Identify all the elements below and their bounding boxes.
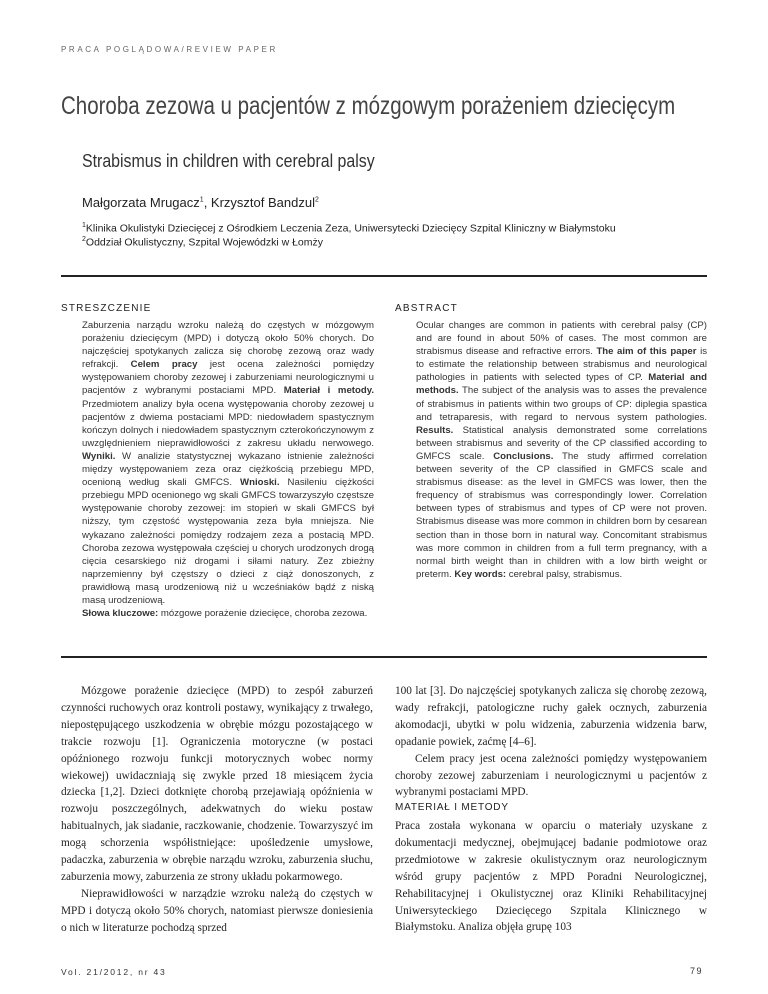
abstract-label-methods: Material and methods. (416, 372, 707, 397)
abstract-aim: jest ocena zależności pomiędzy występowaniem choroby zezowej i zaburzeniami neurologicznymi u pacjentów z wybranymi postaciami MPD. (82, 359, 374, 397)
affiliation-text: Klinika Okulistyki Dziecięcej z Ośrodkiem Leczenia Zeza, Uniwersytecki Dziecięcy Szpital Kliniczny w Białymstoku (85, 222, 616, 235)
body-column-right (395, 683, 707, 801)
author-name: Małgorzata Mrugacz (82, 195, 200, 210)
abstract-aim: is to estimate the relationship between strabismus and neurological pathologies in patients with selected types of CP. (416, 346, 708, 384)
abstract-divider (61, 656, 707, 658)
abstract-intro: Zaburzenia narządu wzroku należą do częstych w mózgowym porażeniu dziecięcym (MPD) i dotyczą około 50% chorych. Do najczęściej spotykanych zalicza się chorobę zezową oraz wady refrakcji. (82, 320, 374, 371)
abstract-label-aim: The aim of this paper (596, 346, 697, 358)
author-separator: , (203, 195, 211, 210)
abstract-results: Statistical analysis demonstrated some correlations between strabismus and severity of the CP classified according to GMFCS scale. (416, 424, 707, 462)
abstract-label-aim: Celem pracy (130, 359, 198, 371)
author-name: Krzysztof Bandzul (210, 195, 315, 210)
author-affiliation-mark: 1 (199, 196, 204, 204)
abstract-label-conclusions: Wnioski. (240, 477, 280, 489)
abstract-keywords: cerebral palsy, strabismus. (506, 568, 623, 580)
affiliation-2 (82, 236, 323, 249)
section-heading-methods: MATERIAŁ I METODY (395, 802, 509, 813)
streszczenie-text (82, 319, 374, 620)
abstract-conclusions: The study affirmed correlation between severity of the CP classified in GMFCS scale and strabismus disease: as the level in GMFCS was lower, then the frequency of strabismus was correspondingly lower. Correlation between types of strabismus and types of CP were not proven. Strabismus disease was more common in children born by cesarean section than in those born in natural way. Concomitant strabismus was more common in children from a full term pregnancy, with a normal birth weight than in children with a low birth weight or preterm. (416, 450, 707, 580)
abstract-label-conclusions: Conclusions. (493, 450, 554, 462)
footer-volume: Vol. 21/2012, nr 43 (61, 967, 167, 977)
top-divider (61, 275, 707, 277)
body-column-right-methods (395, 818, 707, 936)
abstract-text (416, 319, 707, 581)
body-paragraph: Praca została wykonana w oparciu o materiały uzyskane z dokumentacji medycznej, obejmującej badanie podmiotowe oraz przedmiotowe w zakresie okulistycznym oraz neurologicznym wśród grupy pacjentów z MPD Poradni Neurologicznej, Rehabilitacyjnej i Okulistycznej oraz Kliniki Rehabilitacyjnej Uniwersyteckiego Dziecięcego Szpitala Klinicznego w Białymstoku. Analiza objęła grupę 103 (395, 820, 707, 934)
abstract-label-results: Results. (416, 424, 454, 436)
journal-section-label: PRACA POGLĄDOWA/REVIEW PAPER (61, 45, 278, 54)
article-title-polish: Choroba zezowa u pacjentów z mózgowym porażeniem dziecięcym (61, 92, 676, 120)
article-title-english: Strabismus in children with cerebral palsy (82, 150, 375, 171)
abstract-keywords: mózgowe porażenie dziecięce, choroba zezowa. (158, 608, 368, 620)
abstract-label-methods: Materiał i metody. (283, 385, 375, 397)
streszczenie-heading: STRESZCZENIE (61, 303, 152, 314)
affiliation-1 (82, 222, 616, 235)
abstract-heading: ABSTRACT (395, 303, 458, 314)
affiliation-text: Oddział Okulistyczny, Szpital Wojewódzki w Łomży (85, 236, 324, 249)
body-column-left (61, 683, 373, 937)
author-list (82, 195, 319, 210)
abstract-methods: Przedmiotem analizy była ocena występowania choroby zezowej u pacjentów z dwiema postaciami MPD: niedowładem spastycznym kończyn dolnych i niedowładem spastycznym czterokończynowym z uwzględnieniem nieprawidłowości z zakresu układu nerwowego. (82, 398, 374, 449)
body-paragraph: Celem pracy jest ocena zależności pomiędzy występowaniem choroby zezowej zaburzeniam i neurologicznymi u pacjentów z wybranymi postaciami MPD. (395, 752, 707, 799)
abstract-label-results: Wyniki. (82, 450, 116, 462)
body-paragraph: 100 lat [3]. Do najczęściej spotykanych zalicza się chorobę zezową, wady refrakcji, patologiczne ruchy gałek ocznych, zaburzenia akomodacji, ubytki w polu widzenia, zaburzenia widzenia barw, opadanie powiek, zaćmę [4–6]. (395, 685, 707, 748)
abstract-methods: The subject of the analysis was to asses the prevalence of strabismus in patients within two groups of CP: diplegia spastica and tetraparesis, with regard to nervous system pathologies. (416, 385, 707, 423)
body-paragraph: Nieprawidłowości w narządzie wzroku należą do częstych w MPD i dotyczą około 50% chorych, natomiast pierwsze doniesienia o nich w literaturze pochodzą sprzed (61, 887, 373, 934)
affiliation-number: 2 (82, 236, 86, 243)
body-paragraph: Mózgowe porażenie dziecięce (MPD) to zespół zaburzeń czynności ruchowych oraz kontroli postawy, wynikający z trwałego, niepostępującego uszkodzenia w obrębie mózgu pozostającego w trakcie rozwoju [1]. Ograniczenia motoryczne (w postaci opóźnionego rozwoju funkcji motorycznych wobec normy wiekowej) uwidaczniają się zwykle przed 18 miesiącem życia dziecka [1,2]. Dzieci dotknięte chorobą przejawiają opóźnienia w rozwoju poszczególnych, adekwatnych do wieku postaw habitualnych, jak siadanie, raczkowanie, chodzenie. Towarzyszyć im mogą schorzenia współistniejące: upośledzenie umysłowe, padaczka, zaburzenia w obrębie narządu wzroku, zaburzenia słuchu, zaburzenia mowy, zaburzenia ze strony układu pokarmowego. (61, 685, 373, 883)
affiliation-number: 1 (82, 222, 86, 229)
abstract-label-keywords: Słowa kluczowe: (82, 608, 159, 620)
abstract-conclusions: Nasileniu ciężkości przebiegu MPD ocenionego wg skali GMFCS towarzyszyło częstsze występowanie choroby zezowej: im stopień w skali GMFCS był niższy, tym częstość występowania zeza była mniejsza. Nie wykazano zależności pomiędzy rodzajem zeza a postacią MPD. Choroba zezowa występowała częściej u chorych urodzonych drogą cięcia cesarskiego niż drogami i siłami natury. Zez zbieżny naprzemienny był częstszy o dzieci z ciąż donoszonych, z prawidłową masą urodzeniową niż u wcześniaków bądź z niską masą urodzeniową. (82, 477, 374, 606)
author-affiliation-mark: 2 (314, 196, 319, 204)
page-number: 79 (690, 966, 704, 976)
abstract-label-keywords: Key words: (454, 568, 507, 580)
abstract-intro: Ocular changes are common in patients with cerebral palsy (CP) and are found in about 50% of cases. The most common are strabismus disease and refractive errors. (416, 320, 707, 358)
abstract-results: W analizie statystycznej wykazano istnienie zależności między występowaniem zeza oraz ciężkością przebiegu MPD, ocenioną według skali GMFCS. (82, 450, 374, 489)
